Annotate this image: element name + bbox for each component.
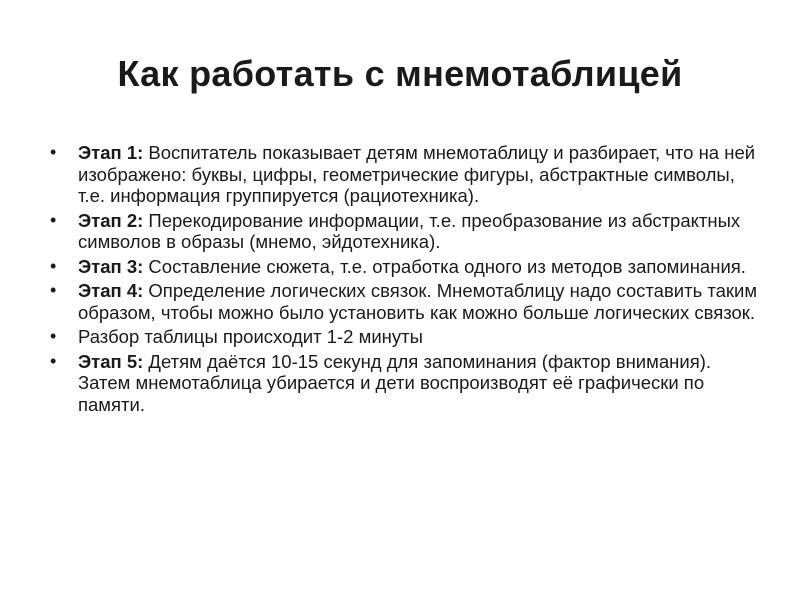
bullet-icon: • <box>50 255 57 276</box>
list-item <box>48 280 760 323</box>
stage-text: Воспитатель показывает детям мнемотаблицу и разбирает, что на ней изображено: буквы, цифры, геометрические фигуры, абстрактные символы, т.е. информация группируется (рациотехника). <box>78 142 756 206</box>
stage-label: Этап 4: <box>78 280 144 301</box>
list-item <box>48 256 760 278</box>
list-item <box>48 210 760 253</box>
stage-label: Этап 3: <box>78 255 144 277</box>
bullet-icon: • <box>50 142 57 162</box>
list-item <box>48 326 760 348</box>
list-item <box>48 142 760 207</box>
stage-text: Определение логических связок. Мнемотаблицу надо составить таким образом, чтобы можно было установить как можно больше логических связок. <box>78 280 758 323</box>
stage-label: Этап 2: <box>78 209 144 231</box>
bullet-icon: • <box>50 326 57 346</box>
bullet-icon: • <box>50 350 57 371</box>
stage-label: Этап 1: <box>78 142 144 163</box>
bullet-icon: • <box>50 280 57 300</box>
stage-text: Разбор таблицы происходит 1-2 минуты <box>78 326 423 347</box>
stage-text: Детям даётся 10-15 секунд для запоминания (фактор внимания). Затем мнемотаблица убирается и дети воспроизводят её графически по памяти. <box>78 350 712 415</box>
stage-text: Составление сюжета, т.е. отработка одного из методов запоминания. <box>143 255 746 277</box>
stage-text: Перекодирование информации, т.е. преобразование из абстрактных символов в образы (мнемо, эйдотехника). <box>78 209 741 252</box>
slide-title: Как работать с мнемотаблицей <box>117 53 683 94</box>
list-item <box>48 351 760 416</box>
bullet-icon: • <box>50 209 57 230</box>
bullet-list <box>48 142 760 418</box>
stage-label: Этап 5: <box>78 350 144 372</box>
